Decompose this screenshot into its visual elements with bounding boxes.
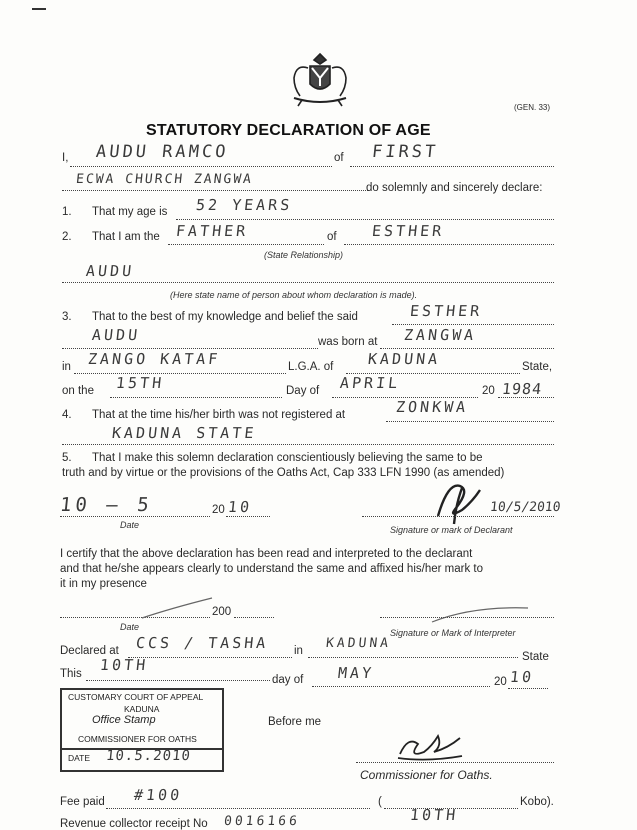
fee-open-paren: ( [378,796,382,808]
day-of-label: Day of [286,385,320,397]
declarant-name: AUDU RAMCO [94,142,230,162]
commissioner-caption: Commissioner for Oaths. [360,768,493,782]
in-label: in [62,361,71,373]
item-5-line-2: truth and by virtue or the provisions of the Oaths Act, Cap 333 LFN 1990 (as amended) [62,467,505,479]
item-2-of: of [327,231,337,243]
office-stamp [60,688,224,750]
registration-state: KADUNA STATE [111,424,258,442]
intro-of: of [334,152,344,164]
commissioner-signature [396,730,466,764]
certify-line-2: and that he/she appears clearly to understand the same and affixed his/her mark to [60,563,483,575]
born-label: was born at [318,336,378,348]
state-label: State, [522,361,553,373]
registration-place: ZONKWA [395,398,470,416]
item-3-number: 3. [62,311,72,323]
date-caption-1: Date [120,520,140,530]
item-1-label: That my age is [92,206,168,218]
stamp-date: 10.5.2010 [105,748,192,764]
item-2-number: 2. [62,231,72,243]
birth-state: KADUNA [367,350,442,368]
declarant-address-1: FIRST [370,142,440,162]
declarant-signature [430,476,494,528]
date-scribble [140,596,220,620]
declared-state-label: State [522,651,549,663]
declared-year-label: 20 [494,676,507,688]
interpreter-year-label: 200 [212,606,232,618]
declared-year: 10 [509,668,536,686]
declared-day-of-label: day of [272,674,304,686]
relationship-caption: (State Relationship) [264,250,344,260]
this-label: This [60,668,82,680]
revenue-receipt-number: 0016166 [223,814,301,829]
birth-month: APRIL [339,374,402,392]
item-1-number: 1. [62,206,72,218]
birth-area: ZANGO KATAF [87,350,222,368]
page-title: STATUTORY DECLARATION OF AGE [146,122,431,139]
item-4-label: That at the time his/her birth was not registered at [92,409,346,421]
person-caption: (Here state name of person about whom declaration is made). [170,290,418,300]
item-3-label: That to the best of my knowledge and belief the said [92,311,358,323]
lga-label: L.G.A. of [288,361,334,373]
declarant-signature-caption: Signature or mark of Declarant [390,525,513,535]
item-2-label: That I am the [92,231,160,243]
stamp-commissioner: COMMISSIONER FOR OATHS [78,734,197,744]
declarant-signature-date: 10/5/2010 [489,500,562,515]
declared-at-label: Declared at [60,645,119,657]
declare-text: do solemnly and sincerely declare: [366,182,543,194]
fee-kobo: Kobo). [520,796,554,808]
interpreter-scribble [430,604,530,624]
before-me-label: Before me [268,716,322,728]
certify-line-1: I certify that the above declaration has been read and interpreted to the declarant [60,548,473,560]
stamp-office-label: Office Stamp [92,714,156,726]
declaration-date: 10 – 5 [58,494,154,516]
birth-year: 1984 [501,380,544,398]
interpreter-signature-caption: Signature or Mark of Interpreter [390,628,516,638]
item-5-line-1: That I make this solemn declaration conscientiously believing the same to be [92,452,483,464]
stamp-date-label: DATE [68,753,91,763]
declarant-address-2: ECWA CHURCH ZANGWA [75,172,254,187]
certify-line-3: it in my presence [60,578,147,590]
declared-month: MAY [337,664,376,682]
revenue-receipt-label: Revenue collector receipt No [60,818,208,830]
item-4-number: 4. [62,409,72,421]
declared-day: 10TH [99,656,150,674]
declaration-year: 10 [227,498,254,516]
subject-name-first: ESTHER [409,302,484,320]
declared-state: KADUNA [325,636,392,651]
intro-prefix: I, [62,152,69,164]
person-name-last: AUDU [85,262,136,280]
fee-paid-label: Fee paid [60,796,105,808]
date-caption-2: Date [120,622,140,632]
revenue-receipt-date: 10TH [409,806,460,824]
declared-place: CCS / TASHA [135,634,270,652]
stamp-city: KADUNA [124,704,160,714]
scan-mark [32,8,46,10]
on-the-label: on the [62,385,94,397]
relationship-value: FATHER [175,222,250,240]
person-name-first: ESTHER [371,222,446,240]
form-code: (GEN. 33) [514,103,551,112]
stamp-court-name: CUSTOMARY COURT OF APPEAL [68,692,204,702]
declarant-age: 52 YEARS [195,196,294,214]
subject-name-last: AUDU [91,326,142,344]
stamp-date-box [60,746,224,772]
birth-day: 15TH [115,374,166,392]
item-5-number: 5. [62,452,72,464]
year-prefix: 20 [482,385,495,397]
birth-place: ZANGWA [403,326,478,344]
declaration-year-label: 20 [212,504,225,516]
fee-amount: #100 [133,786,184,804]
declared-in-label: in [294,645,303,657]
coat-of-arms-emblem [286,50,354,108]
